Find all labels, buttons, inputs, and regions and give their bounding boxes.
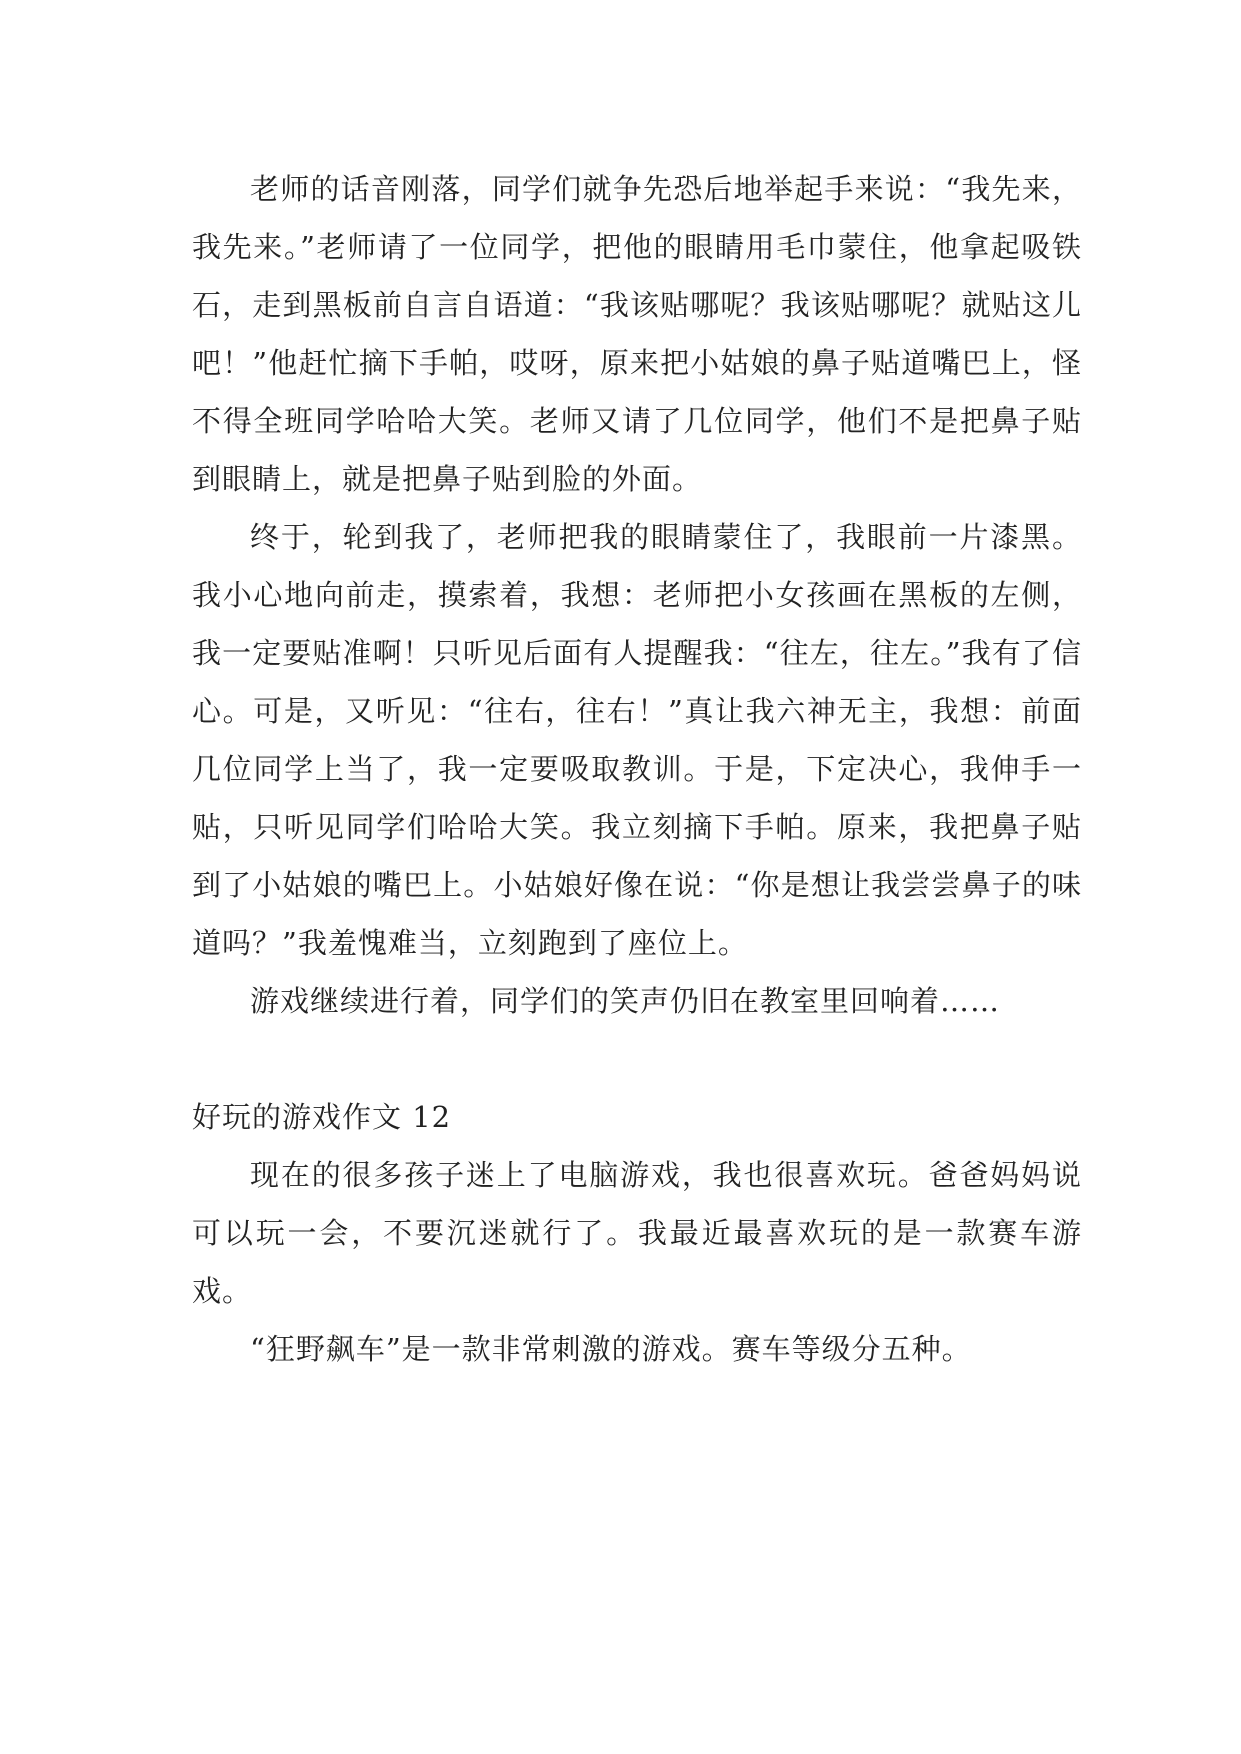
essay-heading: 好玩的游戏作文 12: [192, 1100, 452, 1134]
document-body: [192, 160, 1082, 1378]
paragraph: 现在的很多孩子迷上了电脑游戏，我也很喜欢玩。爸爸妈妈说可以玩一会，不要沉迷就行了。我最近最喜欢玩的是一款赛车游戏。: [192, 1158, 1082, 1308]
paragraph: 游戏继续进行着，同学们的笑声仍旧在教室里回响着……: [250, 984, 1001, 1018]
paragraph: 老师的话音刚落，同学们就争先恐后地举起手来说：“我先来，我先来。”老师请了一位同学，把他的眼睛用毛巾蒙住，他拿起吸铁石，走到黑板前自言自语道：“我该贴哪呢？我该贴哪呢？就贴这儿吧！”他赶忙摘下手帕，哎呀，原来把小姑娘的鼻子贴道嘴巴上，怪不得全班同学哈哈大笑。老师又请了几位同学，他们不是把鼻子贴到眼睛上，就是把鼻子贴到脸的外面。: [192, 172, 1082, 496]
paragraph: “狂野飙车”是一款非常刺激的游戏。赛车等级分五种。: [250, 1332, 972, 1366]
paragraph: 终于，轮到我了，老师把我的眼睛蒙住了，我眼前一片漆黑。我小心地向前走，摸索着，我想：老师把小女孩画在黑板的左侧，我一定要贴准啊！只听见后面有人提醒我：“往左，往左。”我有了信心。可是，又听见：“往右，往右！”真让我六神无主，我想：前面几位同学上当了，我一定要吸取教训。于是，下定决心，我伸手一贴，只听见同学们哈哈大笑。我立刻摘下手帕。原来，我把鼻子贴到了小姑娘的嘴巴上。小姑娘好像在说：“你是想让我尝尝鼻子的味道吗？”我羞愧难当，立刻跑到了座位上。: [192, 520, 1082, 960]
